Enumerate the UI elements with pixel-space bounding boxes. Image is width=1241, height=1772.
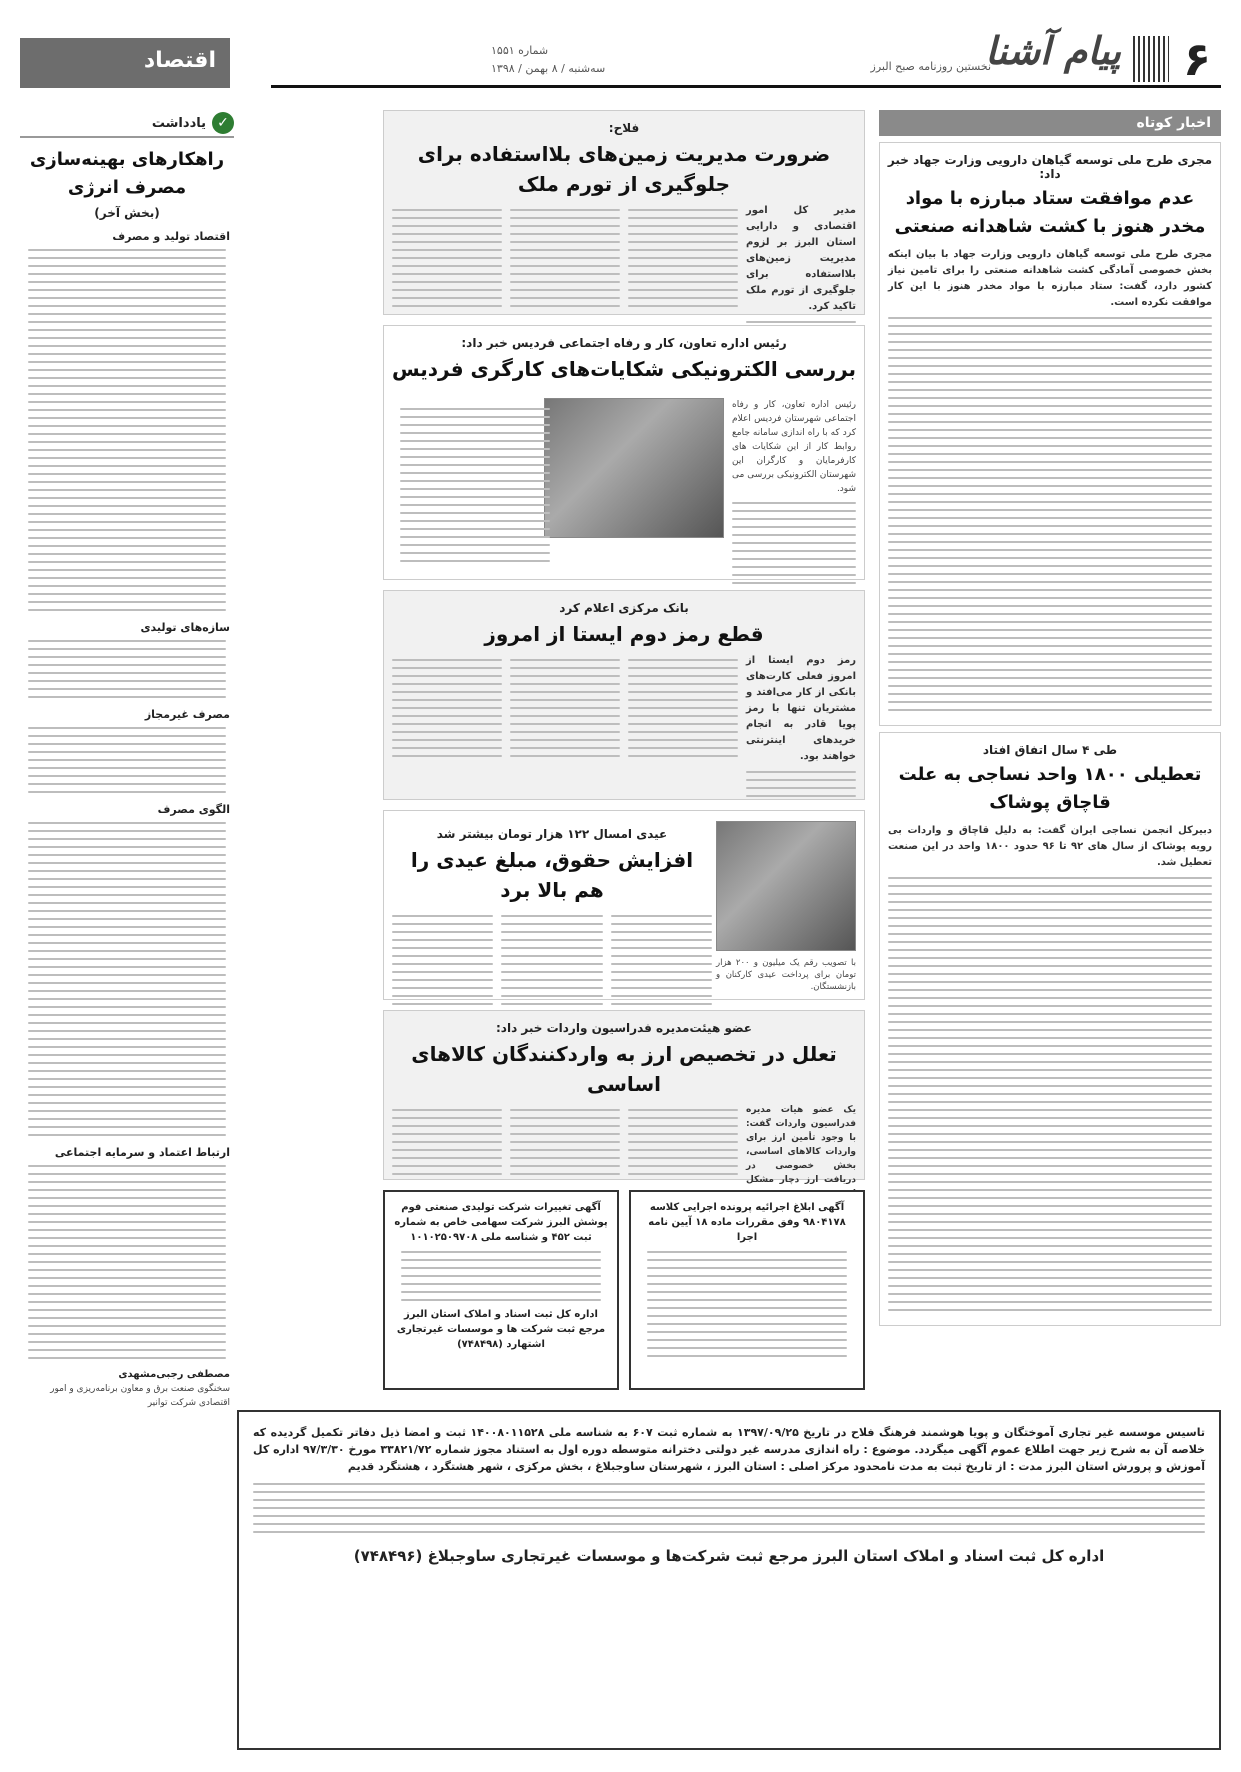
article-body bbox=[888, 317, 1212, 711]
opinion-title: راهکارهای بهینه‌سازی مصرف انرژی bbox=[29, 149, 225, 198]
official-portrait-photo bbox=[544, 398, 724, 538]
page-number: ۶ bbox=[1182, 32, 1212, 86]
article-bonus bbox=[383, 810, 865, 1000]
article-headline: بررسی الکترونیکی شکایات‌های کارگری فردیس bbox=[391, 357, 857, 381]
section-heading: مصرف غیرمجاز bbox=[144, 708, 230, 721]
article-headline: تعلل در تخصیص ارز به واردکنندگان کالاهای اساسی bbox=[411, 1042, 837, 1096]
article-kicker: بانک مرکزی اعلام کرد bbox=[559, 601, 689, 615]
article-land-management bbox=[383, 110, 865, 315]
article-headline: افزایش حقوق، مبلغ عیدی را هم بالا برد bbox=[410, 848, 694, 902]
article-kicker: رئیس اداره تعاون، کار و رفاه اجتماعی فردیس خبر داد: bbox=[461, 336, 787, 350]
author-role: سخنگوی صنعت برق و معاون برنامه‌ریزی و امور اقتصادی شرکت توانیر bbox=[50, 1384, 230, 1408]
barcode-stripes-icon bbox=[1133, 36, 1169, 82]
section-heading: سازه‌های تولیدی bbox=[140, 621, 230, 634]
legal-notice-ad bbox=[629, 1190, 865, 1390]
ad-office: اداره کل ثبت اسناد و املاک استان البرز مرجع ثبت شرکت‌ها و موسسات غیرتجاری ساوجبلاغ (۷۴۸۴۹۶) bbox=[353, 1547, 1105, 1565]
check-icon: ✓ bbox=[212, 112, 234, 134]
photo-caption: با تصویب رقم یک میلیون و ۲۰۰ هزار تومان برای پرداخت عیدی کارکنان و بازنشستگان. bbox=[716, 958, 856, 992]
article-lead: یک عضو هیات مدیره فدراسیون واردات گفت: با وجود تأمین ارز برای واردات کالاهای اساسی، بخش خصوصی در دریافت ارز دچار مشکل bbox=[746, 1105, 856, 1185]
center-column bbox=[383, 110, 865, 1390]
institute-registration-ad bbox=[237, 1410, 1221, 1750]
newspaper-slogan: نخستین روزنامه صبح البرز bbox=[870, 60, 991, 73]
ad-title: آگهی تغییرات شرکت تولیدی صنعتی فوم پوشش البرز شرکت سهامی خاص به شماره ثبت ۴۵۲ و شناسه ملی ۱۰۱۰۲۵۰۹۷۰۸ bbox=[394, 1202, 608, 1243]
ad-office: اداره کل ثبت اسناد و املاک استان البرز مرجع ثبت شرکت ها و موسسات غیرتجاری اشتهارد (۷۴۸۴۹۸) bbox=[396, 1309, 606, 1350]
ad-body bbox=[253, 1483, 1205, 1533]
article-lead: رمز دوم ایستا از امروز فعلی کارت‌های بانکی از کار می‌افتد و مشتریان تنها با رمز پویا قادر به انجام خریدهای اینترنتی خواهند بود. bbox=[746, 655, 856, 762]
ad-text: تاسیس موسسه غیر تجاری آموختگان و پویا هوشمند فرهنگ فلاح در تاریخ ۱۳۹۷/۰۹/۲۵ به شماره ثبت ۶۰۷ به شناسه ملی ۱۴۰۰۸۰۱۱۵۲۸ ثبت و امضا ذیل دفاتر تکمیل گردیده که خلاصه آن به شرح زیر جهت اطلاع عموم آگهی میگردد. موضوع : راه اندازی مدرسه غیر دولتی دخترانه متوسطه دوره اول به استناد مجوز شماره ۳۳۸۲۱/۷۲ مورخ ۹۷/۳/۳۰ اداره کل آموزش و پرورش استان البرز مدت : از تاریخ ثبت به مدت نامحدود مرکز اصلی : استان البرز ، شهرستان ساوجبلاغ ، بخش مرکزی ، شهر هشتگرد ، هشتگرد قدیم bbox=[253, 1426, 1205, 1473]
article-kicker: مجری طرح ملی توسعه گیاهان دارویی وزارت جهاد خبر داد: bbox=[887, 153, 1213, 181]
opinion-header bbox=[20, 110, 234, 138]
article-lead: رئیس اداره تعاون، کار و رفاه اجتماعی شهرستان فردیس اعلام کرد که با راه اندازی سامانه جامع روابط کار از این شکایات های کارفرمایان و کارگران این شهرستان الکترونیکی بررسی می شود. bbox=[732, 400, 856, 494]
article-body bbox=[392, 653, 856, 803]
section-heading: اقتصاد تولید و مصرف bbox=[112, 230, 230, 243]
opinion-subtitle: (بخش آخر) bbox=[94, 206, 160, 220]
article-lead: مجری طرح ملی توسعه گیاهان دارویی وزارت جهاد با بیان اینکه بخش خصوصی آمادگی کشت شاهدانه صنعتی را برای تامین نیاز کشور دارد، گفت: ستاد مبارزه با مواد مخدر هنوز با این کار موافقت نکرده است. bbox=[888, 249, 1212, 308]
opinion-label: یادداشت bbox=[151, 115, 206, 131]
short-news-bar: اخبار کوتاه bbox=[879, 110, 1221, 136]
masthead bbox=[20, 30, 1221, 88]
masthead-banner bbox=[271, 30, 1221, 88]
banknotes-photo bbox=[716, 821, 856, 951]
article-body bbox=[888, 877, 1212, 1311]
section-heading: الگوی مصرف bbox=[157, 803, 230, 816]
article-cannabis bbox=[879, 142, 1221, 726]
ad-body bbox=[401, 1251, 601, 1301]
ad-body bbox=[647, 1251, 847, 1357]
article-lead: مدیر کل امور اقتصادی و دارایی استان البرز بر لزوم مدیریت زمین‌های بلااستفاده برای جلوگیری از تورم ملک تاکید کرد. bbox=[746, 205, 856, 312]
ad-title: آگهی ابلاغ اجرائیه پرونده اجرایی کلاسه ۹۸۰۴۱۷۸ وفق مقررات ماده ۱۸ آیین نامه اجرا bbox=[648, 1202, 846, 1243]
article-textile bbox=[879, 732, 1221, 1326]
right-column bbox=[879, 110, 1221, 1400]
article-body bbox=[400, 402, 550, 568]
newspaper-logo: پیام آشنا bbox=[985, 28, 1121, 73]
issue-info bbox=[491, 42, 605, 78]
issue-date: سه‌شنبه / ۸ بهمن / ۱۳۹۸ bbox=[491, 62, 606, 75]
article-headline: عدم موافقت ستاد مبارزه با مواد مخدر هنوز با کشت شاهدانه صنعتی bbox=[894, 188, 1206, 237]
article-headline: قطع رمز دوم ایستا از امروز bbox=[484, 622, 764, 646]
article-kicker: عیدی امسال ۱۲۲ هزار تومان بیشتر شد bbox=[436, 827, 668, 841]
issue-number: شماره ۱۵۵۱ bbox=[491, 44, 549, 57]
article-headline: تعطیلی ۱۸۰۰ واحد نساجی به علت قاچاق پوشاک bbox=[898, 764, 1202, 813]
section-heading: ارتباط اعتماد و سرمایه اجتماعی bbox=[54, 1146, 230, 1159]
article-headline: ضرورت مدیریت زمین‌های بلااستفاده برای جلوگیری از تورم ملک bbox=[417, 142, 831, 196]
article-kicker: فلاح: bbox=[608, 121, 640, 135]
left-column bbox=[20, 110, 234, 1750]
article-currency-allocation bbox=[383, 1010, 865, 1185]
article-kicker: طی ۴ سال اتفاق افتاد bbox=[982, 743, 1118, 757]
article-static-pin bbox=[383, 590, 865, 800]
author-name: مصطفی رجبی‌مشهدی bbox=[118, 1369, 230, 1380]
article-labor-complaints bbox=[383, 325, 865, 580]
company-change-ad bbox=[383, 1190, 619, 1390]
article-kicker: عضو هیئت‌مدیره فدراسیون واردات خبر داد: bbox=[496, 1021, 752, 1035]
article-lead: دبیرکل انجمن نساجی ایران گفت: به دلیل قاچاق و واردات بی رویه پوشاک از سال های ۹۲ تا ۹۶ حدود ۱۸۰۰ واحد در این صنعت تعطیل شد. bbox=[888, 825, 1212, 868]
article-body bbox=[392, 909, 712, 1011]
section-label-box bbox=[20, 38, 230, 88]
section-label: اقتصاد bbox=[143, 48, 216, 73]
